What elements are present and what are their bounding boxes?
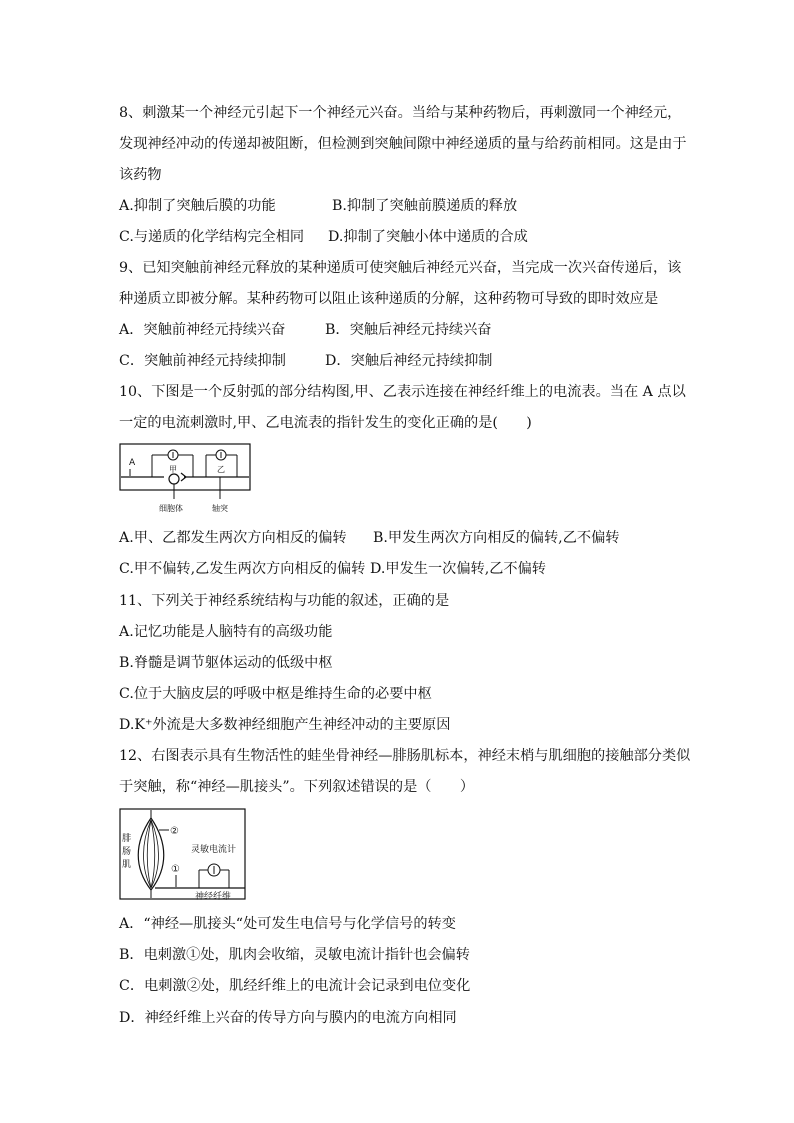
q11-option-b: B.脊髓是调节躯体运动的低级中枢	[119, 655, 333, 671]
q10-option-b: B.甲发生两次方向相反的偏转,乙不偏转	[373, 530, 620, 546]
q11-option-c: C.位于大脑皮层的呼吸中枢是维持生命的必要中枢	[119, 686, 432, 702]
q8-option-b: B.抑制了突触前膜递质的释放	[332, 198, 518, 214]
q8-stem-line2: 发现神经冲动的传递却被阻断，但检测到突触间隙中神经递质的量与给药前相同。这是由于	[119, 136, 687, 152]
q12-stem-line1: 12、右图表示具有生物活性的蛙坐骨神经—腓肠肌标本，神经末梢与肌细胞的接触部分类似	[119, 748, 691, 764]
label-muscle-1: 腓	[122, 834, 132, 844]
q12-option-c: C．电刺激②处，肌经纤维上的电流计会记录到电位变化	[119, 978, 471, 994]
label-cell-body: 细胞体	[159, 504, 183, 513]
label-1: ①	[171, 864, 180, 875]
q9-option-a: A．突触前神经元持续兴奋	[119, 322, 286, 338]
q12-stem-line2: 于突触，称“神经—肌接头”。下列叙述错误的是（ ）	[119, 779, 475, 795]
q9-option-d: D．突触后神经元持续抑制	[325, 353, 493, 369]
cell-body-circle	[169, 474, 179, 484]
nerve-muscle-figure	[119, 808, 247, 901]
q10-stem-line2: 一定的电流刺激时,甲、乙电流表的指针发生的变化正确的是( )	[119, 415, 532, 431]
label-jia: 甲	[169, 465, 177, 474]
q10-option-c: C.甲不偏转,乙发生两次方向相反的偏转	[119, 561, 366, 577]
label-yi: 乙	[217, 465, 225, 474]
q8-option-a: A.抑制了突触后膜的功能	[119, 198, 276, 214]
label-nerve-fiber: 神经纤维	[195, 892, 232, 901]
label-a: A	[129, 458, 136, 468]
figure-frame	[120, 444, 250, 490]
label-galvanometer: 灵敏电流计	[191, 845, 237, 855]
q8-stem-line3: 该药物	[119, 167, 162, 183]
q10-option-d: D.甲发生一次偏转,乙不偏转	[370, 561, 546, 577]
reflex-arc-figure	[119, 443, 252, 516]
q11-option-d: D.K⁺外流是大多数神经细胞产生神经冲动的主要原因	[119, 717, 451, 733]
label-2: ②	[170, 826, 179, 837]
nerve-muscle-diagram	[119, 808, 247, 901]
label-muscle-2: 肠	[122, 847, 132, 857]
q10-option-a: A.甲、乙都发生两次方向相反的偏转	[119, 530, 347, 546]
q12-option-d: D．神经纤维上兴奋的传导方向与膜内的电流方向相同	[119, 1010, 457, 1026]
q9-option-b: B．突触后神经元持续兴奋	[325, 322, 492, 338]
q11-stem: 11、下列关于神经系统结构与功能的叙述，正确的是	[119, 593, 450, 609]
synapse-mark	[181, 473, 186, 481]
muscle-body	[138, 818, 164, 890]
q9-option-c: C．突触前神经元持续抑制	[119, 353, 286, 369]
q11-option-a: A.记忆功能是人脑特有的高级功能	[119, 624, 333, 640]
q9-stem-line2: 种递质立即被分解。某种药物可以阻止该种递质的分解，这种药物可导致的即时效应是	[119, 291, 659, 307]
label-axon: 轴突	[212, 504, 228, 513]
q8-stem-line1: 8、刺激某一个神经元引起下一个神经元兴奋。当给与某种药物后，再刺激同一个神经元，	[119, 105, 682, 121]
q12-option-a: A．“神经—肌接头“处可发生电信号与化学信号的转变	[119, 916, 456, 932]
q9-stem-line1: 9、已知突触前神经元释放的某种递质可使突触后神经元兴奋，当完成一次兴奋传递后，该	[119, 260, 682, 276]
q10-stem-line1: 10、下图是一个反射弧的部分结构图,甲、乙表示连接在神经纤维上的电流表。当在 A 点以	[119, 384, 686, 400]
reflex-arc-diagram	[119, 443, 252, 516]
q8-option-c: C.与递质的化学结构完全相同	[119, 229, 305, 245]
q12-option-b: B．电刺激①处，肌肉会收缩，灵敏电流计指针也会偏转	[119, 947, 470, 963]
label-muscle-3: 肌	[122, 860, 132, 870]
q8-option-d: D.抑制了突触小体中递质的合成	[328, 229, 528, 245]
